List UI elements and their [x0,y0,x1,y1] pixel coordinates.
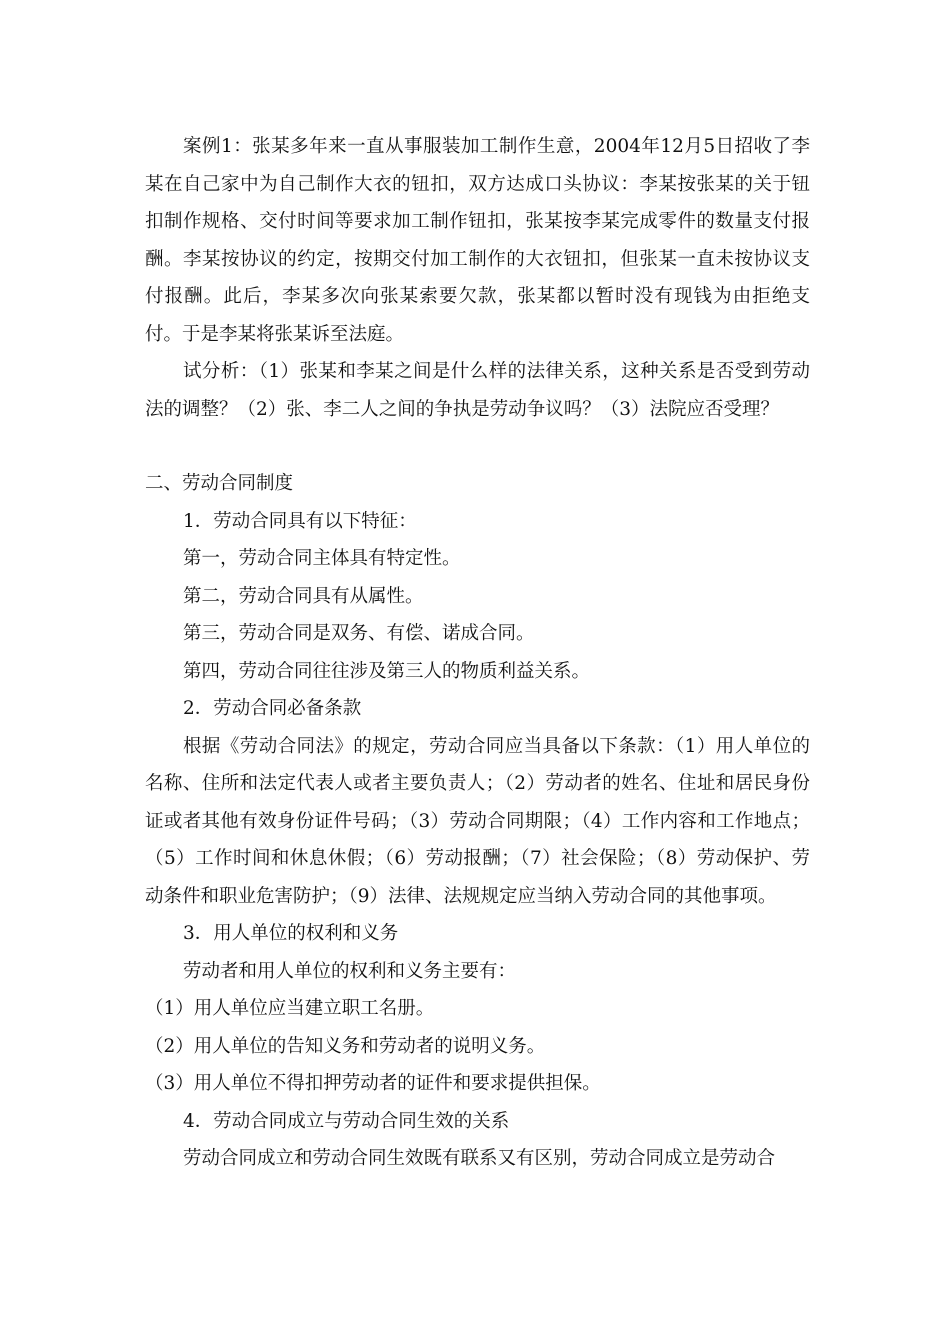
subsection-3-heading: 3．用人单位的权利和义务 [183,923,399,944]
feature-item-1: 第一，劳动合同主体具有特定性。 [183,548,461,569]
feature-item-3: 第三，劳动合同是双务、有偿、诺成合同。 [183,623,535,644]
subsection-3-intro: 劳动者和用人单位的权利和义务主要有： [183,960,517,982]
duty-item-3: （3）用人单位不得扣押劳动者的证件和要求提供担保。 [145,1073,601,1094]
feature-item-4: 第四，劳动合同往往涉及第三人的物质利益关系。 [183,660,591,682]
subsection-4-heading: 4．劳动合同成立与劳动合同生效的关系 [183,1110,510,1132]
subsection-2-heading: 2．劳动合同必备条款 [183,698,362,719]
duty-item-1: （1）用人单位应当建立职工名册。 [145,998,435,1019]
case-paragraph: 案例1：张某多年来一直从事服装加工制作生意，2004年12月5日招收了李某在自己家中为自己制作大衣的钮扣，双方达成口头协议：李某按张某的关于钮扣制作规格、交付时间等要求加工制作钮扣，张某按李某完成零件的数量支付报酬。李某按协议的约定，按期交付加工制作的大衣钮扣，但张某一直未按协议支付报酬。此后，李某多次向张某索要欠款，张某都以暂时没有现钱为由拒绝支付。于是李某将张某诉至法庭。 [145,136,810,345]
subsection-1-heading: 1．劳动合同具有以下特征： [183,510,417,532]
document-body [145,128,810,1178]
section-title: 二、劳动合同制度 [145,473,294,494]
duty-item-2: （2）用人单位的告知义务和劳动者的说明义务。 [145,1035,546,1057]
subsection-4-paragraph: 劳动合同成立和劳动合同生效既有联系又有区别，劳动合同成立是劳动合 [183,1148,776,1169]
paragraph-gap [145,428,810,465]
subsection-2-paragraph: 根据《劳动合同法》的规定，劳动合同应当具备以下条款：（1）用人单位的名称、住所和法定代表人或者主要负责人；（2）劳动者的姓名、住址和居民身份证或者其他有效身份证件号码；（3）劳动合同期限；（4）工作内容和工作地点；（5）工作时间和休息休假；（6）劳动报酬；（7）社会保险；（8）劳动保护、劳动条件和职业危害防护；（9）法律、法规规定应当纳入劳动合同的其他事项。 [145,735,810,907]
feature-item-2: 第二，劳动合同具有从属性。 [183,585,424,607]
case-questions: 试分析：（1）张某和李某之间是什么样的法律关系，这种关系是否受到劳动法的调整？（2）张、李二人之间的争执是劳动争议吗？（3）法院应否受理？ [145,361,810,420]
